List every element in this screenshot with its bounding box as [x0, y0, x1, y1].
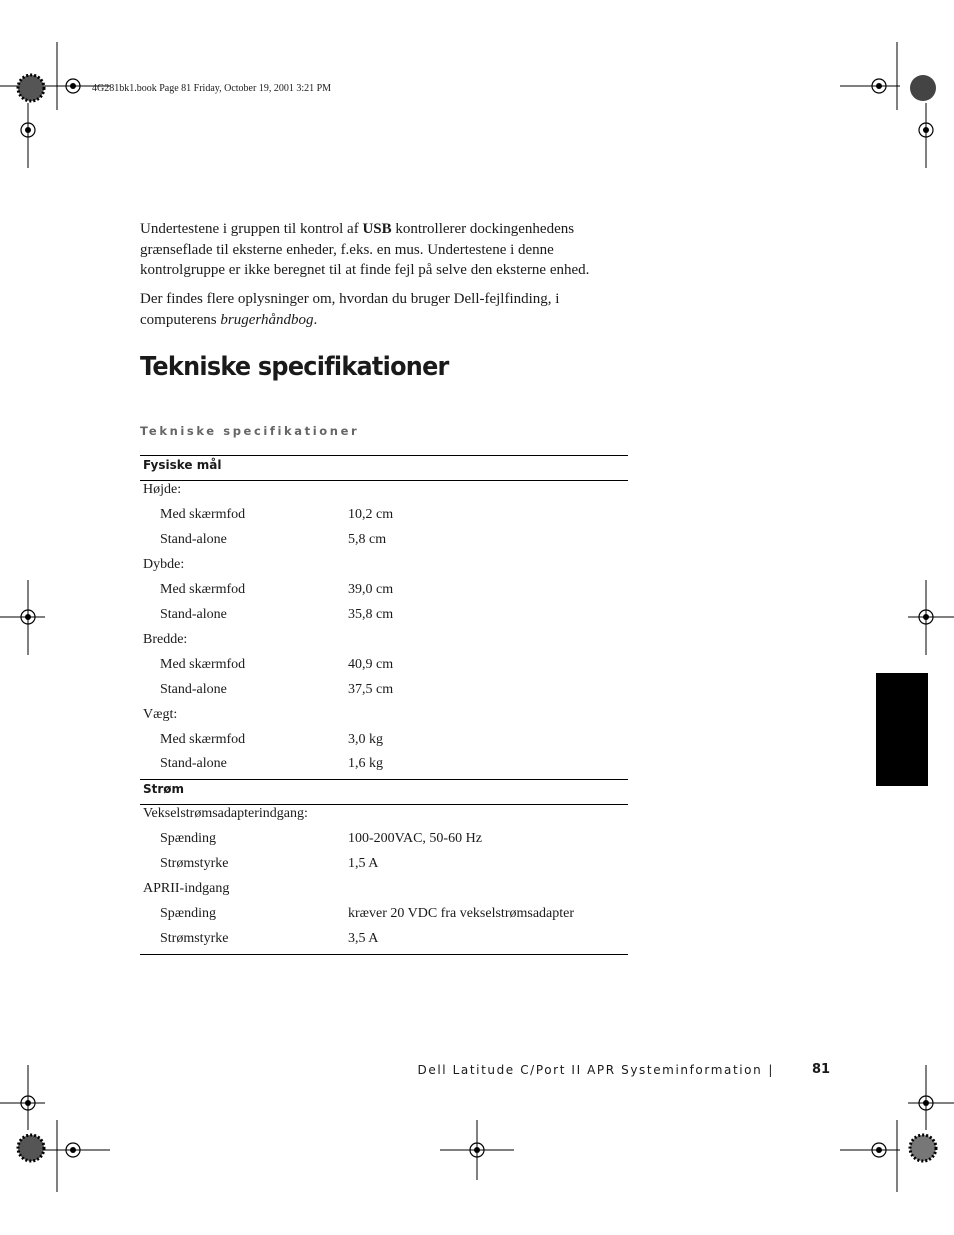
intro-paragraph-usb: Undertestene i gruppen til kontrol af USB kontrollerer dockingenhedens grænseflade til eksterne enheder, f.eks. en mus. Undertestene i denne kontrolgruppe er ikke beregnet til at finde fejl på selve den eksterne enhed. [140, 221, 590, 278]
row-value: 35,8 cm [348, 607, 394, 622]
user-guide-reference: brugerhåndbog [220, 311, 314, 328]
print-header: 4G281bk1.book Page 81 Friday, October 19, 2001 3:21 PM [92, 83, 332, 94]
row-label: Med skærmfod [160, 582, 246, 597]
row-value: 1,5 A [348, 856, 379, 871]
table-rule-top [140, 455, 628, 456]
table-rule [140, 480, 628, 481]
footer-separator: | [768, 1063, 774, 1077]
row-label: Strømstyrke [160, 931, 229, 946]
table-rule [140, 804, 628, 805]
row-label: Med skærmfod [160, 507, 246, 522]
row-value: 3,0 kg [348, 732, 383, 747]
table-caption: Tekniske specifikationer [140, 424, 360, 438]
category-width: Bredde: [143, 632, 188, 647]
row-value: 100-200VAC, 50-60 Hz [348, 831, 482, 846]
row-label: Med skærmfod [160, 657, 246, 672]
row-label: Spænding [160, 906, 217, 921]
row-value: 10,2 cm [348, 507, 394, 522]
row-label: Stand-alone [160, 532, 227, 547]
footer-title: Dell Latitude C/Port II APR Systeminformation [417, 1063, 763, 1077]
table-rule-bottom [140, 954, 628, 955]
chapter-thumb-tab [876, 673, 928, 786]
group-heading-physical: Fysiske mål [143, 458, 222, 472]
usb-term: USB [362, 221, 392, 237]
row-value: 39,0 cm [348, 582, 394, 597]
row-value: 40,9 cm [348, 657, 394, 672]
running-footer [418, 1063, 785, 1077]
row-label: Stand-alone [160, 756, 227, 771]
row-label: Stand-alone [160, 682, 227, 697]
category-depth: Dybde: [143, 557, 185, 572]
section-title: Tekniske specifikationer [140, 352, 449, 382]
intro-paragraph-guide: Der findes flere oplysninger om, hvordan du bruger Dell-fejlfinding, i computerens brugerhåndbog. [140, 291, 560, 328]
category-ac-input: Vekselstrømsadapterindgang: [143, 806, 308, 821]
row-label: Stand-alone [160, 607, 227, 622]
page-number: 81 [812, 1062, 831, 1077]
category-aprii-input: APRII-indgang [143, 881, 230, 896]
row-label: Strømstyrke [160, 856, 229, 871]
row-value: 37,5 cm [348, 682, 394, 697]
row-label: Spænding [160, 831, 217, 846]
row-value: 1,6 kg [348, 756, 383, 771]
category-height: Højde: [143, 482, 182, 497]
row-label: Med skærmfod [160, 732, 246, 747]
table-rule [140, 779, 628, 780]
row-value: 5,8 cm [348, 532, 387, 547]
row-value: 3,5 A [348, 931, 379, 946]
group-heading-power: Strøm [143, 782, 185, 796]
category-weight: Vægt: [143, 707, 178, 722]
row-value: kræver 20 VDC fra vekselstrømsadapter [348, 906, 575, 921]
